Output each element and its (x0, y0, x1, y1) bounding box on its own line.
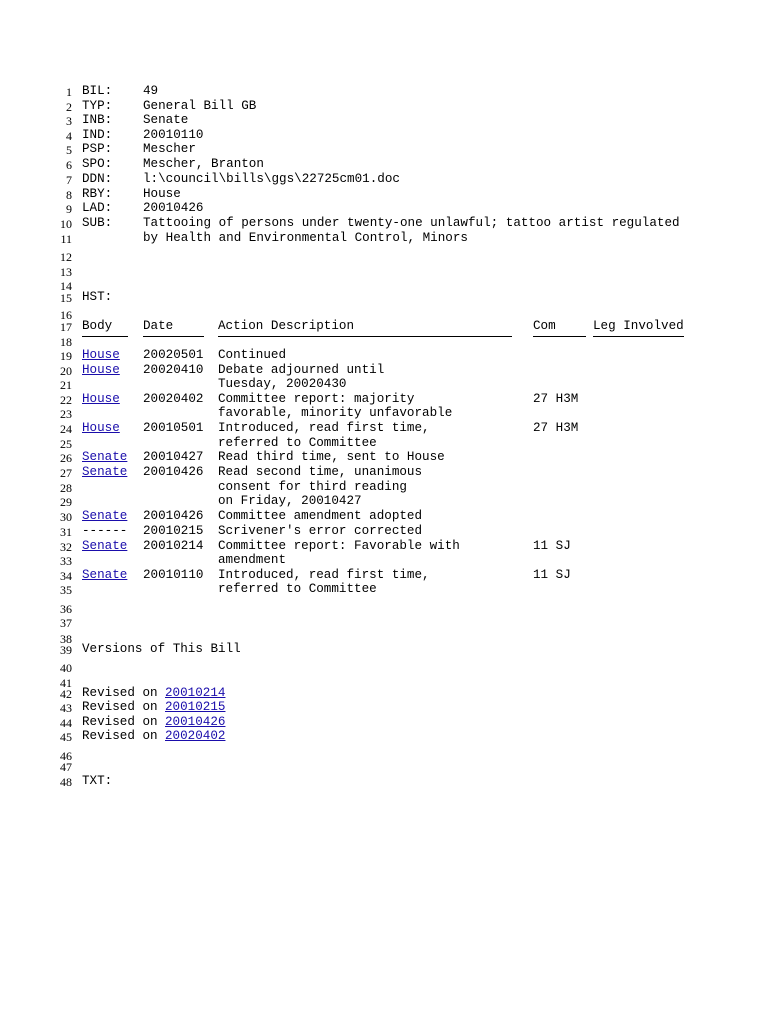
field-label: LAD: (82, 201, 113, 215)
line-number: 14 (60, 279, 72, 293)
action-date: 20010214 (143, 539, 204, 553)
line-number: 48 (60, 775, 72, 789)
field-value: 20010426 (143, 201, 204, 215)
body-link[interactable]: Senate (82, 509, 128, 523)
action-date: 20010426 (143, 465, 204, 479)
line-number: 15 (60, 291, 72, 305)
versions-heading: Versions of This Bill (82, 642, 241, 656)
revised-prefix: Revised on (82, 686, 158, 700)
column-header-action: Action Description (218, 319, 355, 333)
action-description: favorable, minority unfavorable (218, 406, 453, 420)
line-number: 22 (60, 393, 72, 407)
action-description: Introduced, read first time, (218, 568, 430, 582)
line-number: 46 (60, 749, 72, 763)
action-date: 20010501 (143, 421, 204, 435)
line-number: 23 (60, 407, 72, 421)
committee-code: 27 H3M (533, 421, 579, 435)
line-number: 24 (60, 422, 72, 436)
action-date: 20010426 (143, 509, 204, 523)
line-number: 37 (60, 616, 72, 630)
line-number: 20 (60, 364, 72, 378)
body-link[interactable]: House (82, 421, 120, 435)
column-header-leg: Leg Involved (593, 319, 684, 333)
field-value: 49 (143, 84, 159, 98)
line-number: 40 (60, 661, 72, 675)
line-number: 17 (60, 320, 72, 334)
line-number: 13 (60, 265, 72, 279)
field-label: IND: (82, 128, 113, 142)
action-description: Committee report: Favorable with (218, 539, 460, 553)
committee-code: 11 SJ (533, 539, 571, 553)
line-number: 9 (66, 202, 72, 216)
field-value: Mescher, Branton (143, 157, 264, 171)
line-number: 26 (60, 451, 72, 465)
line-number: 41 (60, 676, 72, 690)
field-label: DDN: (82, 172, 113, 186)
line-number: 35 (60, 583, 72, 597)
field-label: INB: (82, 113, 113, 127)
line-number: 32 (60, 540, 72, 554)
line-number: 36 (60, 602, 72, 616)
body-link[interactable]: House (82, 392, 120, 406)
column-header-body: Body (82, 319, 113, 333)
line-number: 43 (60, 701, 72, 715)
action-date: 20010110 (143, 568, 204, 582)
column-rule (533, 336, 586, 337)
line-number: 18 (60, 335, 72, 349)
action-description: referred to Committee (218, 436, 377, 450)
action-description: Debate adjourned until (218, 363, 385, 377)
subject-continuation: by Health and Environmental Control, Minors (143, 231, 468, 245)
action-description: amendment (218, 553, 287, 567)
line-number: 39 (60, 643, 72, 657)
field-label: BIL: (82, 84, 113, 98)
field-value: House (143, 187, 181, 201)
field-label: TYP: (82, 99, 113, 113)
text-label: TXT: (82, 774, 113, 788)
revised-prefix: Revised on (82, 715, 158, 729)
line-number: 29 (60, 495, 72, 509)
action-description: consent for third reading (218, 480, 407, 494)
action-description: Introduced, read first time, (218, 421, 430, 435)
line-number: 34 (60, 569, 72, 583)
field-label: SPO: (82, 157, 113, 171)
line-number: 38 (60, 632, 72, 646)
field-value: 20010110 (143, 128, 204, 142)
version-link[interactable]: 20010214 (165, 686, 226, 700)
line-number: 45 (60, 730, 72, 744)
field-value: Tattooing of persons under twenty-one unlawful; tattoo artist regulated (143, 216, 680, 230)
version-link[interactable]: 20020402 (165, 729, 226, 743)
action-date: 20010215 (143, 524, 204, 538)
action-description: referred to Committee (218, 582, 377, 596)
revised-prefix: Revised on (82, 700, 158, 714)
field-value: Mescher (143, 142, 196, 156)
action-date: 20020402 (143, 392, 204, 406)
line-number: 8 (66, 188, 72, 202)
line-number: 30 (60, 510, 72, 524)
action-description: on Friday, 20010427 (218, 494, 362, 508)
field-label: PSP: (82, 142, 113, 156)
body-placeholder: ------ (82, 524, 128, 538)
line-number: 2 (66, 100, 72, 114)
action-description: Scrivener's error corrected (218, 524, 423, 538)
committee-code: 27 H3M (533, 392, 579, 406)
body-link[interactable]: House (82, 348, 120, 362)
action-description: Continued (218, 348, 287, 362)
version-link[interactable]: 20010215 (165, 700, 226, 714)
revised-prefix: Revised on (82, 729, 158, 743)
line-number: 28 (60, 481, 72, 495)
line-number: 1 (66, 85, 72, 99)
line-number: 27 (60, 466, 72, 480)
committee-code: 11 SJ (533, 568, 571, 582)
line-number: 5 (66, 143, 72, 157)
line-number: 47 (60, 760, 72, 774)
line-number: 10 (60, 217, 72, 231)
history-label: HST: (82, 290, 113, 304)
action-description: Committee amendment adopted (218, 509, 423, 523)
version-link[interactable]: 20010426 (165, 715, 226, 729)
action-date: 20020410 (143, 363, 204, 377)
action-date: 20010427 (143, 450, 204, 464)
line-number: 16 (60, 308, 72, 322)
line-number: 44 (60, 716, 72, 730)
line-number: 31 (60, 525, 72, 539)
line-number: 6 (66, 158, 72, 172)
line-number: 21 (60, 378, 72, 392)
column-rule (593, 336, 684, 337)
action-description: Read third time, sent to House (218, 450, 445, 464)
line-number: 12 (60, 250, 72, 264)
field-value: l:\council\bills\ggs\22725cm01.doc (143, 172, 400, 186)
field-label: RBY: (82, 187, 113, 201)
line-number: 33 (60, 554, 72, 568)
field-value: Senate (143, 113, 189, 127)
field-label: SUB: (82, 216, 113, 230)
column-rule (82, 336, 128, 337)
body-link[interactable]: Senate (82, 568, 128, 582)
action-description: Read second time, unanimous (218, 465, 423, 479)
line-number: 25 (60, 437, 72, 451)
body-link[interactable]: Senate (82, 465, 128, 479)
action-description: Committee report: majority (218, 392, 415, 406)
body-link[interactable]: Senate (82, 539, 128, 553)
field-value: General Bill GB (143, 99, 257, 113)
column-header-com: Com (533, 319, 556, 333)
line-number: 3 (66, 114, 72, 128)
column-rule (143, 336, 204, 337)
column-rule (218, 336, 512, 337)
body-link[interactable]: House (82, 363, 120, 377)
line-number: 42 (60, 687, 72, 701)
line-number: 11 (60, 232, 72, 246)
column-header-date: Date (143, 319, 174, 333)
body-link[interactable]: Senate (82, 450, 128, 464)
line-number: 4 (66, 129, 72, 143)
line-number: 7 (66, 173, 72, 187)
action-description: Tuesday, 20020430 (218, 377, 347, 391)
line-number: 19 (60, 349, 72, 363)
action-date: 20020501 (143, 348, 204, 362)
